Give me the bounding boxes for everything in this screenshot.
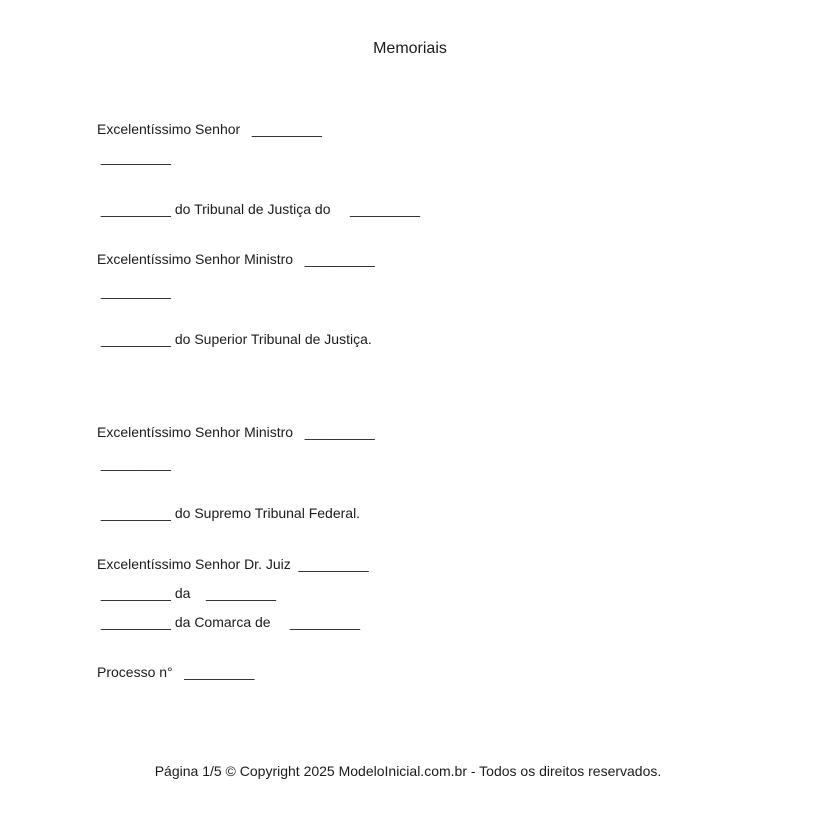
document-line-tribunal-justica: _________ do Tribunal de Justiça do _________ bbox=[97, 201, 421, 217]
document-line-processo-numero: Processo n° _________ bbox=[97, 664, 255, 680]
document-line-supremo-tribunal-federal: _________ do Supremo Tribunal Federal. bbox=[97, 505, 361, 521]
page-title: Memoriais bbox=[373, 40, 447, 57]
document-line-blank: _________ bbox=[97, 149, 171, 165]
document-line-blank: _________ bbox=[97, 283, 171, 299]
document-line-addressee-ministro-stj: Excelentíssimo Senhor Ministro _________ bbox=[97, 251, 375, 267]
document-line-addressee-senhor: Excelentíssimo Senhor _________ bbox=[97, 121, 322, 137]
document-line-addressee-juiz: Excelentíssimo Senhor Dr. Juiz _________ bbox=[97, 556, 369, 572]
document-line-superior-tribunal-justica: _________ do Superior Tribunal de Justiça. bbox=[97, 331, 372, 347]
document-line-blank: _________ bbox=[97, 455, 171, 471]
document-line-addressee-ministro-stf: Excelentíssimo Senhor Ministro _________ bbox=[97, 424, 375, 440]
document-line-comarca: _________ da Comarca de _________ bbox=[97, 614, 361, 630]
document-line-vara: _________ da _________ bbox=[97, 585, 277, 601]
page-footer-copyright: Página 1/5 © Copyright 2025 ModeloInicial.com.br - Todos os direitos reservados. bbox=[154, 763, 662, 779]
